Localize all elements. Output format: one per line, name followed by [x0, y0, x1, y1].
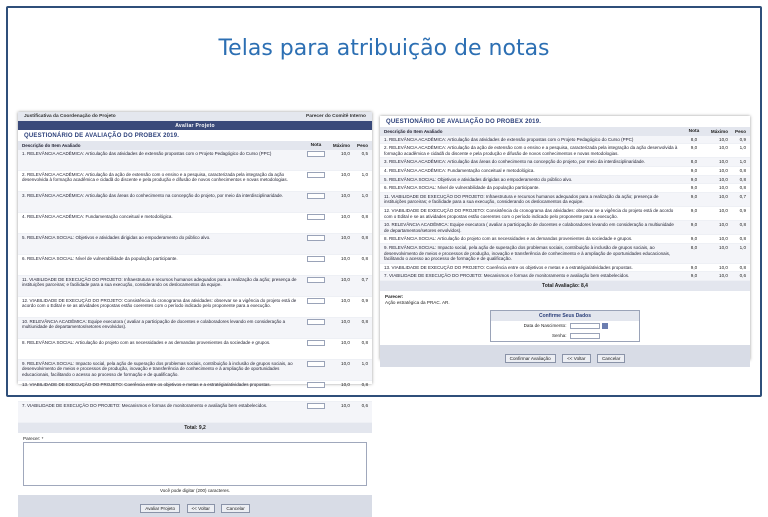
item-description: 1. RELEVÂNCIA ACADÊMICA: Articulação das atividades de extensão propostas com o Projeto Pedagógico do Curso (PPC) [22, 150, 272, 156]
nota-cell [304, 256, 328, 274]
nota-value: 9,0 [690, 264, 698, 270]
nota-input[interactable] [307, 319, 325, 325]
peso-value: 1,0 [739, 159, 746, 165]
nota-cell [304, 361, 328, 379]
nota-input[interactable] [307, 382, 325, 388]
button-bar [18, 495, 372, 517]
col-max: Máximo [332, 142, 350, 148]
item-description: 1. RELEVÂNCIA ACADÊMICA: Articulação das atividades de extensão propostas com o Projeto Pedagógico do Curso (PPC) [384, 136, 634, 142]
table-row [380, 136, 750, 145]
nota-cell [304, 319, 328, 337]
peso-value: 0,8 [361, 339, 368, 345]
max-value: 10,0 [341, 255, 350, 261]
birthdate-label: Data de Nascimento: [523, 323, 567, 329]
max-value: 10,0 [341, 234, 350, 240]
total-label: Total: 9,2 [18, 423, 372, 433]
peso-value: 0,6 [361, 402, 368, 408]
item-description: 5. RELEVÂNCIA SOCIAL: Objetivos e atividades dirigidas ao empoderamento do público alvo. [384, 176, 573, 182]
parecer-label: Parecer: * [23, 435, 44, 441]
peso-value: 0,8 [739, 185, 746, 191]
nota-input[interactable] [307, 214, 325, 220]
nota-cell [304, 193, 328, 211]
max-value: 10,0 [719, 264, 728, 270]
peso-value: 0,7 [361, 276, 368, 282]
item-description: 9. RELEVÂNCIA SOCIAL: Impacto social, pela ação de superação dos problemas sociais, contribuição à inclusão de grupos sociais, ao desenvolvimento de meios e processos de produção, inovação e transferência de conhecimento e à ampliação de oportunidades educacionais, facilitando o acesso ao processo de formação e de qualificação. [22, 360, 293, 377]
item-description: 11. VIABILIDADE DE EXECUÇÃO DO PROJETO: Infraestrutura e recursos humanos adequados para a realização da ação; presença de instituições parceiras; e facilidade para a sua execução, considerando os deslocamentos da equipe. [22, 276, 297, 288]
item-description: 13. VIABILIDADE DE EXECUÇÃO DO PROJETO: Coerência entre os objetivos e metas e a estratégia/atividades propostas. [22, 381, 271, 387]
nota-cell [304, 172, 328, 190]
peso-value: 0,6 [739, 273, 746, 279]
peso-value: 0,9 [739, 207, 746, 213]
max-value: 10,0 [341, 213, 350, 219]
max-value: 10,0 [341, 297, 350, 303]
slide-title: Telas para atribuição de notas [218, 36, 550, 61]
header-bar [18, 112, 372, 121]
max-value: 10,0 [341, 360, 350, 366]
questionnaire-title: QUESTIONÁRIO DE AVALIAÇÃO DO PROBEX 2019. [24, 133, 180, 139]
nota-input[interactable] [307, 298, 325, 304]
item-description: 3. RELEVÂNCIA ACADÊMICA: Articulação das áreas do conhecimento na concepção do projeto, por meio da interdisciplinaridade. [384, 159, 646, 165]
nota-value: 9,0 [690, 185, 698, 191]
parecer-label: Parecer: [385, 293, 404, 299]
max-value: 10,0 [341, 192, 350, 198]
nota-value: 9,0 [690, 236, 698, 242]
table-row [380, 264, 750, 273]
nota-cell [304, 340, 328, 358]
peso-value: 1,0 [361, 360, 368, 366]
item-description: 12. VIABILIDADE DE EXECUÇÃO DO PROJETO: Consistência do cronograma das atividades: observar se a vigência do projeto está de acordo com o Edital e se as atividades propostas estão coerentes com o período indicado pelo proponente para a execução. [384, 207, 674, 219]
item-description: 2. RELEVÂNCIA ACADÊMICA: Articulação da ação de extensão com o ensino e a pesquisa, caracterizada pela integração da ação desenvolvida à formação acadêmica e cidadã do discente e pela produção e difusão de novos conhecimentos e novas metodologias. [22, 171, 288, 183]
col-peso: Peso [357, 142, 368, 148]
item-description: 13. VIABILIDADE DE EXECUÇÃO DO PROJETO: Coerência entre os objetivos e metas e a estratégia/atividades propostas. [384, 264, 633, 270]
max-value: 10,0 [341, 381, 350, 387]
item-description: 8. RELEVÂNCIA SOCIAL: Articulação do projeto com as necessidades e as demandas provenientes da sociedade e grupos. [22, 339, 271, 345]
max-value: 10,0 [719, 244, 728, 250]
max-value: 10,0 [719, 145, 728, 151]
max-value: 10,0 [719, 185, 728, 191]
nota-value: 9,0 [690, 167, 698, 173]
table-header [380, 127, 750, 136]
table-row [380, 193, 750, 207]
table-row [18, 381, 372, 402]
nota-cell [304, 151, 328, 169]
col-desc: Descrição do Item Avaliado [22, 142, 81, 148]
peso-value: 0,8 [739, 236, 746, 242]
nota-input[interactable] [307, 340, 325, 346]
peso-value: 0,8 [739, 264, 746, 270]
peso-value: 0,5 [361, 150, 368, 156]
nota-input[interactable] [307, 277, 325, 283]
table-row [18, 360, 372, 381]
item-description: 10. RELEVÂNCIA ACADÊMICA: Equipe executora ( avaliar a participação de docentes e colaboradores levando em consideração a multiunidade de departamentos/setores envolvidos). [384, 222, 674, 233]
col-nota: Nota [688, 128, 700, 134]
left-screen-panel [18, 112, 372, 511]
nota-input[interactable] [307, 361, 325, 367]
confirm-title: Confirme Seus Dados [491, 311, 639, 321]
password-label: Senha: [551, 333, 567, 339]
avaliar-projeto-button[interactable]: Avaliar Projeto [140, 504, 180, 513]
table-row [18, 402, 372, 423]
nota-cell [304, 298, 328, 316]
nota-value: 9,0 [690, 273, 698, 279]
right-items-table [380, 136, 750, 281]
peso-value: 0,8 [361, 381, 368, 387]
cancelar-button[interactable]: Cancelar [597, 354, 625, 363]
item-description: 7. VIABILIDADE DE EXECUÇÃO DO PROJETO: Mecanismos e formas de monitoramento e avaliação bem estabelecidos. [384, 273, 630, 279]
max-value: 10,0 [719, 236, 728, 242]
table-row [380, 144, 750, 158]
left-items-table [18, 150, 372, 423]
table-row [380, 176, 750, 185]
max-value: 10,0 [341, 150, 350, 156]
nota-input[interactable] [307, 151, 325, 157]
item-description: 10. RELEVÂNCIA ACADÊMICA: Equipe executora ( avaliar a participação de docentes e colaboradores levando em consideração a multiunidade de departamentos/setores envolvidos). [22, 318, 286, 330]
char-counter: Você pode digitar (200) caracteres. [159, 487, 231, 493]
peso-value: 0,8 [361, 318, 368, 324]
peso-value: 1,0 [361, 192, 368, 198]
peso-value: 0,8 [739, 167, 746, 173]
table-row [380, 235, 750, 244]
table-row [380, 272, 750, 281]
table-row [380, 167, 750, 176]
peso-value: 1,0 [739, 244, 746, 250]
table-row [380, 207, 750, 221]
parecer-textarea[interactable] [23, 442, 367, 486]
nota-cell [304, 277, 328, 295]
max-value: 10,0 [719, 176, 728, 182]
nota-cell [304, 235, 328, 253]
table-row [18, 150, 372, 171]
item-description: 5. RELEVÂNCIA SOCIAL: Objetivos e atividades dirigidas ao empoderamento do público alvo. [22, 234, 211, 240]
max-value: 10,0 [719, 207, 728, 213]
item-description: 11. VIABILIDADE DE EXECUÇÃO DO PROJETO: Infraestrutura e recursos humanos adequados para a realização da ação; presença de instituições parceiras; e facilidade para a sua execução, considerando os deslocamentos da equipe. [384, 193, 659, 205]
peso-value: 0,8 [361, 234, 368, 240]
max-value: 10,0 [719, 273, 728, 279]
header-parecer-comite: Parecer do Comitê Interno [306, 114, 366, 119]
nota-input[interactable] [307, 256, 325, 262]
table-row [18, 234, 372, 255]
table-row [18, 213, 372, 234]
nota-value: 9,0 [690, 222, 698, 228]
peso-value: 0,7 [739, 193, 746, 199]
peso-value: 0,9 [739, 136, 746, 142]
peso-value: 0,8 [739, 176, 746, 182]
item-description: 4. RELEVÂNCIA ACADÊMICA: Fundamentação conceitual e metodológica. [22, 213, 173, 219]
table-row [18, 318, 372, 339]
peso-value: 1,0 [739, 145, 746, 151]
cancelar-button[interactable]: Cancelar [221, 504, 249, 513]
peso-value: 0,8 [739, 222, 746, 228]
item-description: 2. RELEVÂNCIA ACADÊMICA: Articulação da ação de extensão com o ensino e a pesquisa, caracterizada pela integração da ação desenvolvida à formação acadêmica e cidadã do discente e pela produção e difusão de novos conhecimentos e novas metodologias. [384, 145, 678, 156]
nota-value: 9,0 [690, 145, 698, 151]
nota-input[interactable] [307, 193, 325, 199]
total-avaliacao-label: Total Avaliação: 8,4 [380, 281, 750, 291]
confirm-data-box [490, 310, 640, 342]
col-max: Máximo [710, 128, 728, 134]
item-description: 7. VIABILIDADE DE EXECUÇÃO DO PROJETO: Mecanismos e formas de monitoramento e avaliação bem estabelecidos. [22, 402, 268, 408]
table-row [18, 297, 372, 318]
button-bar [380, 345, 750, 367]
table-header [18, 141, 372, 150]
table-row [380, 244, 750, 264]
peso-value: 0,8 [361, 255, 368, 261]
max-value: 10,0 [719, 136, 728, 142]
nota-value: 9,0 [690, 207, 698, 213]
calendar-icon[interactable] [602, 323, 608, 329]
table-row [380, 184, 750, 193]
table-row [380, 158, 750, 167]
voltar-button[interactable]: << Voltar [187, 504, 215, 513]
avaliar-projeto-band: Avaliar Projeto [18, 121, 372, 130]
nota-value: 8,0 [690, 136, 698, 142]
birthdate-row [491, 321, 639, 331]
parecer-text: Ação estratégica da PRAC. AR. [385, 299, 450, 305]
item-description: 8. RELEVÂNCIA SOCIAL: Articulação do projeto com as necessidades e as demandas provenientes da sociedade e grupos. [384, 236, 633, 242]
max-value: 10,0 [719, 167, 728, 173]
nota-cell [304, 382, 328, 400]
right-screen-panel [380, 116, 750, 360]
col-nota: Nota [310, 142, 322, 148]
password-input[interactable] [570, 333, 600, 339]
table-row [18, 339, 372, 360]
nota-value: 8,0 [690, 244, 698, 250]
max-value: 10,0 [341, 402, 350, 408]
table-row [18, 192, 372, 213]
max-value: 10,0 [341, 339, 350, 345]
nota-cell [304, 403, 328, 421]
confirmar-avaliacao-button[interactable]: Confirmar Avaliação [505, 354, 556, 363]
max-value: 10,0 [341, 276, 350, 282]
table-row [18, 171, 372, 192]
header-justificativa: Justificativa da Coordenação do Projeto [24, 114, 116, 119]
password-row [491, 331, 639, 341]
item-description: 6. RELEVÂNCIA SOCIAL: Nível de vulnerabilidade da população participante. [384, 185, 540, 191]
max-value: 10,0 [341, 318, 350, 324]
col-desc: Descrição do Item Avaliado [384, 128, 443, 134]
birthdate-input[interactable] [570, 323, 600, 329]
item-description: 9. RELEVÂNCIA SOCIAL: Impacto social, pela ação de superação dos problemas sociais, contribuição à inclusão de grupos sociais, ao desenvolvimento de meios e processos de produção, inovação e transferência de conhecimento e à ampliação de oportunidades educacionais, facilitando o acesso ao processo de formação e de qualificação. [384, 244, 671, 262]
questionnaire-title: QUESTIONÁRIO DE AVALIAÇÃO DO PROBEX 2019. [386, 119, 542, 125]
nota-input[interactable] [307, 235, 325, 241]
item-description: 3. RELEVÂNCIA ACADÊMICA: Articulação das áreas do conhecimento na concepção do projeto, por meio da interdisciplinaridade. [22, 192, 284, 198]
table-row [18, 255, 372, 276]
item-description: 6. RELEVÂNCIA SOCIAL: Nível de vulnerabilidade da população participante. [22, 255, 178, 261]
nota-input[interactable] [307, 403, 325, 409]
nota-input[interactable] [307, 172, 325, 178]
peso-value: 0,8 [361, 213, 368, 219]
max-value: 10,0 [719, 159, 728, 165]
item-description: 12. VIABILIDADE DE EXECUÇÃO DO PROJETO: Consistência do cronograma das atividades: observar se a vigência do projeto está de acordo com o Edital e se as atividades propostas estão coerentes com o período indicado pelo proponente para a execução. [22, 297, 297, 309]
nota-value: 9,0 [690, 176, 698, 182]
table-row [380, 221, 750, 235]
col-peso: Peso [735, 128, 746, 134]
max-value: 10,0 [719, 222, 728, 228]
table-row [18, 276, 372, 297]
nota-value: 8,0 [690, 159, 698, 165]
peso-value: 0,9 [361, 297, 368, 303]
nota-cell [304, 214, 328, 232]
item-description: 4. RELEVÂNCIA ACADÊMICA: Fundamentação conceitual e metodológica. [384, 167, 535, 173]
max-value: 10,0 [719, 193, 728, 199]
voltar-button[interactable]: << Voltar [562, 354, 590, 363]
nota-value: 9,0 [690, 193, 698, 199]
max-value: 10,0 [341, 171, 350, 177]
peso-value: 1,0 [361, 171, 368, 177]
